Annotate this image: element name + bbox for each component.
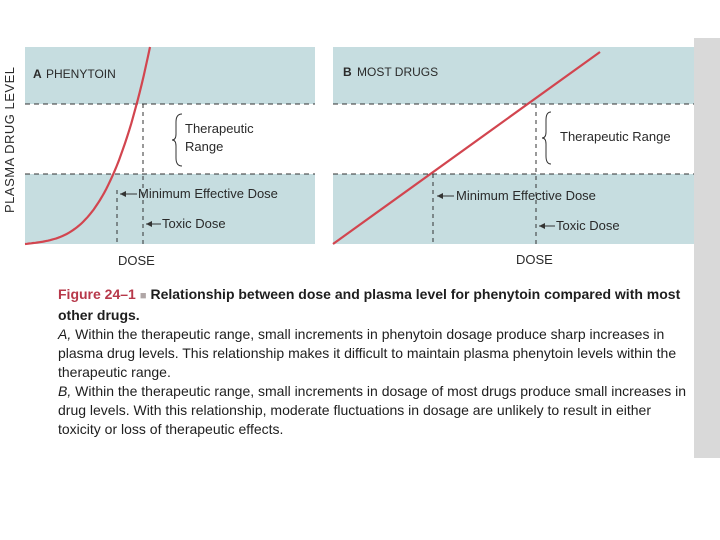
caption-title-line	[58, 285, 686, 325]
caption-b-letter: B,	[58, 383, 72, 399]
caption-paragraph-b	[58, 382, 686, 439]
panel-a-min-dose-label: Minimum Effective Dose	[138, 186, 278, 201]
panel-a-therapeutic-label-2: Range	[185, 139, 224, 154]
panel-b-therapeutic-label: Therapeutic Range	[560, 129, 671, 144]
caption-a-letter: A,	[58, 326, 72, 342]
figure-caption	[58, 285, 686, 439]
panel-a-toxic-dose-label: Toxic Dose	[162, 216, 226, 231]
panel-b-toxic-dose-label: Toxic Dose	[556, 218, 620, 233]
panel-b-bottom-band	[333, 174, 694, 244]
panel-a-title: PHENYTOIN	[46, 67, 116, 81]
caption-a-text: Within the therapeutic range, small increments in phenytoin dosage produce sharp increases in plasma drug levels. This relationship makes it difficult to maintain plasma phenytoin levels within the therapeutic range.	[58, 326, 677, 380]
caption-bullet-icon: ■	[139, 290, 147, 302]
panel-b	[333, 47, 694, 267]
panel-b-title: MOST DRUGS	[357, 65, 439, 79]
caption-title: Relationship between dose and plasma level for phenytoin compared with most other drugs.	[58, 286, 681, 323]
caption-b-text: Within the therapeutic range, small increments in dosage of most drugs produce small increases in drug levels. With this relationship, moderate fluctuations in dosage are unlikely to result in either toxicity or loss of therapeutic effects.	[58, 383, 686, 437]
y-axis-label: PLASMA DRUG LEVEL	[2, 66, 17, 213]
panel-b-letter: B	[343, 65, 352, 79]
panel-a-therapeutic-zone	[25, 104, 315, 174]
panel-a-therapeutic-label-1: Therapeutic	[185, 121, 254, 136]
caption-paragraph-a	[58, 325, 686, 382]
panel-a-letter: A	[33, 67, 42, 81]
panel-b-min-dose-label: Minimum Effective Dose	[456, 188, 596, 203]
figure-number: Figure 24–1	[58, 286, 136, 302]
panel-a	[25, 47, 315, 268]
panel-b-x-label: DOSE	[516, 252, 553, 267]
panel-a-x-label: DOSE	[118, 253, 155, 268]
